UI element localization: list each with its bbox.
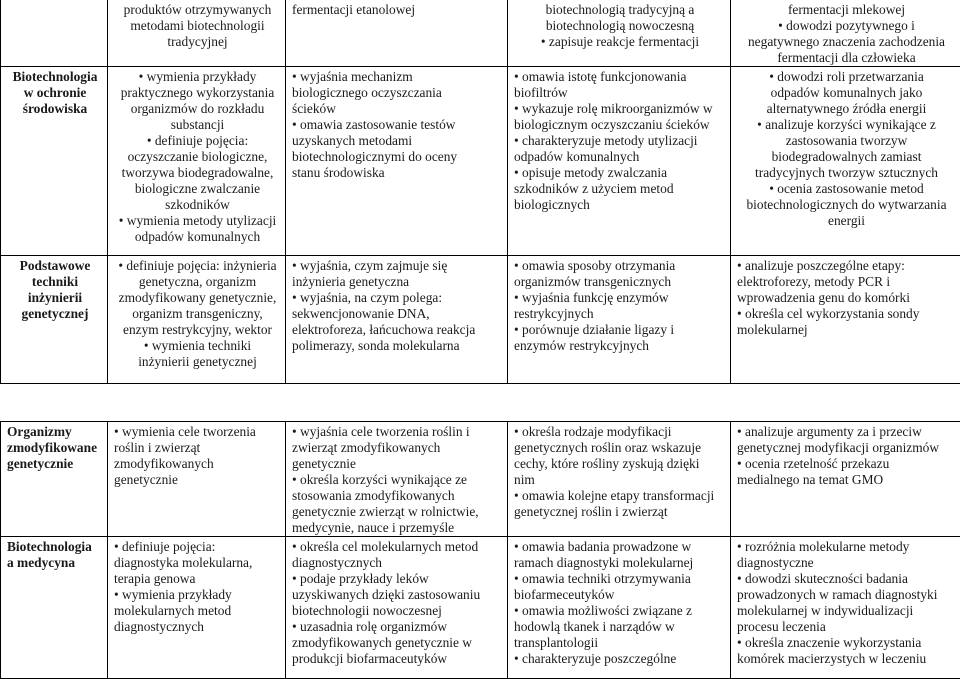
level-cell-dopelniajacy [508,256,731,384]
cell-line: • analizuje korzyści wynikające z [737,117,956,133]
cell-line: • omawia sposoby otrzymania [514,258,726,274]
cell-line: • omawia badania prowadzone w [514,539,726,555]
cell-line: organizmów transgenicznych [514,274,726,290]
cell-line: substancji [114,117,281,133]
cell-line: diagnostycznych [114,619,281,635]
topic-cell [1,422,108,537]
cell-line: fermentacji dla człowieka [737,50,956,66]
cell-line: • określa korzyści wynikające ze [292,472,503,488]
cell-line: medialnego na temat GMO [737,472,956,488]
cell-line: tradycyjnych tworzyw sztucznych [737,165,956,181]
table-row [1,256,960,384]
cell-line: molekularnej w indywidualizacji [737,603,956,619]
cell-line: inżynierii genetycznej [114,354,281,370]
cell-line: • charakteryzuje metody utylizacji [514,133,726,149]
level-cell-rozszerzajacy [286,256,508,384]
level-cell-rozszerzajacy [286,537,508,679]
table-row [1,537,960,679]
cell-line: restrykcyjnych [514,306,726,322]
cell-line: polimerazy, sonda molekularna [292,338,503,354]
cell-line: • dowodzi skuteczności badania [737,571,956,587]
cell-line: • charakteryzuje poszczególne [514,651,726,667]
cell-line: Organizmy [7,424,103,440]
cell-line: • omawia istotę funkcjonowania [514,69,726,85]
cell-line: • określa znaczenie wykorzystania [737,635,956,651]
cell-line: enzymów restrykcyjnych [514,338,726,354]
cell-line: biologicznym oczyszczaniu ścieków [514,117,726,133]
level-cell-wykraczajacy [731,256,960,384]
cell-line: wprowadzenia genu do komórki [737,290,956,306]
cell-line: energii [737,213,956,229]
cell-line: terapia genowa [114,571,281,587]
cell-line: Podstawowe [7,258,103,274]
level-cell-dopelniajacy [508,422,731,537]
level-cell-dopelniajacy [508,0,731,67]
cell-line: diagnostycznych [292,555,503,571]
cell-line: środowiska [7,101,103,117]
cell-line: molekularnych metod [114,603,281,619]
table-row [1,422,960,537]
cell-line: uzyskiwanych dzięki zastosowaniu [292,587,503,603]
cell-line: uzyskanych metodami [292,133,503,149]
cell-line: diagnostyczne [737,555,956,571]
cell-line: elektroforeza, łańcuchowa reakcja [292,322,503,338]
cell-line: alternatywnego źródła energii [737,101,956,117]
cell-line: • wymienia cele tworzenia [114,424,281,440]
cell-line: • określa cel molekularnych metod [292,539,503,555]
cell-line: cechy, które rośliny zyskują dzięki [514,456,726,472]
level-cell-rozszerzajacy [286,422,508,537]
cell-line: inżynieria genetyczna [292,274,503,290]
cell-line: • rozróżnia molekularne metody [737,539,956,555]
topic-cell [1,67,108,256]
cell-line: fermentacji mlekowej [737,2,956,18]
cell-line: zastosowania tworzyw [737,133,956,149]
cell-line: odpadów komunalnych [114,229,281,245]
cell-line: • omawia możliwości związane z [514,603,726,619]
cell-line: praktycznego wykorzystania [114,85,281,101]
cell-line: • definiuje pojęcia: [114,539,281,555]
cell-line: ramach diagnostyki molekularnej [514,555,726,571]
cell-line: roślin i zwierząt [114,440,281,456]
cell-line: biofiltrów [514,85,726,101]
cell-line: • definiuje pojęcia: inżynieria [114,258,281,274]
cell-line: Biotechnologia [7,69,103,85]
cell-line: • wyjaśnia cele tworzenia roślin i [292,424,503,440]
cell-line: genetycznej roślin i zwierząt [514,504,726,520]
cell-line: • wykazuje rolę mikroorganizmów w [514,101,726,117]
cell-line: biotechnologii nowoczesnej [292,603,503,619]
cell-line: diagnostyka molekularna, [114,555,281,571]
cell-line: • ocenia rzetelność przekazu [737,456,956,472]
level-cell-wykraczajacy [731,422,960,537]
cell-line: Biotechnologia [7,539,103,555]
level-cell-wykraczajacy [731,537,960,679]
level-cell-podstawowy [108,256,286,384]
cell-line: genetycznie zwierząt w rolnictwie, [292,504,503,520]
cell-line: hodowlą tkanek i narządów w [514,619,726,635]
cell-line: • zapisuje reakcje fermentacji [514,34,726,50]
cell-line: • wyjaśnia, czym zajmuje się [292,258,503,274]
cell-line: biodegradowalnych zamiast [737,149,956,165]
table-row [1,0,960,67]
cell-line: biotechnologią tradycyjną a [514,2,726,18]
cell-line: • wymienia przykłady [114,587,281,603]
cell-line: odpadów komunalnych [514,149,726,165]
cell-line: • omawia zastosowanie testów [292,117,503,133]
cell-line: szkodników [114,197,281,213]
cell-line: • omawia techniki otrzymywania [514,571,726,587]
cell-line: zmodyfikowanych genetycznie w [292,635,503,651]
cell-line: molekularnej [737,322,956,338]
cell-line: genetycznie [7,456,103,472]
cell-line: genetycznie [292,456,503,472]
level-cell-rozszerzajacy [286,0,508,67]
cell-line: • określa rodzaje modyfikacji [514,424,726,440]
cell-line: • określa cel wykorzystania sondy [737,306,956,322]
cell-line: techniki [7,274,103,290]
cell-line: • dowodzi roli przetwarzania [737,69,956,85]
cell-line: biofarmeceutyków [514,587,726,603]
cell-line: enzym restrykcyjny, wektor [114,322,281,338]
cell-line: organizmów do rozkładu [114,101,281,117]
cell-line: inżynierii [7,290,103,306]
cell-line: fermentacji etanolowej [292,2,503,18]
cell-line: odpadów komunalnych jako [737,85,956,101]
cell-line: genetyczna, organizm [114,274,281,290]
cell-line: genetycznej [7,306,103,322]
topic-cell [1,256,108,384]
level-cell-dopelniajacy [508,67,731,256]
cell-line: biologicznych [514,197,726,213]
cell-line: • analizuje poszczególne etapy: [737,258,956,274]
cell-line: genetycznie [114,472,281,488]
topic-cell [1,0,108,67]
cell-line: • uzasadnia rolę organizmów [292,619,503,635]
cell-line: • porównuje działanie ligazy i [514,322,726,338]
cell-line: • omawia kolejne etapy transformacji [514,488,726,504]
cell-line: biotechnologicznych do wytwarzania [737,197,956,213]
cell-line: w ochronie [7,85,103,101]
cell-line: prowadzonych w ramach diagnostyki [737,587,956,603]
level-cell-podstawowy [108,537,286,679]
cell-line: biotechnologicznymi do oceny [292,149,503,165]
curriculum-table-lower [0,421,960,679]
table-row [1,67,960,256]
cell-line: genetycznych roślin oraz wskazuje [514,440,726,456]
cell-line: • wyjaśnia funkcję enzymów [514,290,726,306]
cell-line: szkodników z użyciem metod [514,181,726,197]
cell-line: stanu środowiska [292,165,503,181]
level-cell-wykraczajacy [731,0,960,67]
cell-line: a medycyna [7,555,103,571]
cell-line: genetycznej modyfikacji organizmów [737,440,956,456]
level-cell-podstawowy [108,422,286,537]
cell-line: • wyjaśnia mechanizm [292,69,503,85]
topic-cell [1,537,108,679]
level-cell-wykraczajacy [731,67,960,256]
cell-line: komórek macierzystych w leczeniu [737,651,956,667]
cell-line: tradycyjnej [114,34,281,50]
cell-line: sekwencjonowanie DNA, [292,306,503,322]
cell-line: nim [514,472,726,488]
cell-line: negatywnego znaczenia zachodzenia [737,34,956,50]
level-cell-rozszerzajacy [286,67,508,256]
cell-line: • opisuje metody zwalczania [514,165,726,181]
cell-line: • ocenia zastosowanie metod [737,181,956,197]
cell-line: • wyjaśnia, na czym polega: [292,290,503,306]
level-cell-dopelniajacy [508,537,731,679]
cell-line: • analizuje argumenty za i przeciw [737,424,956,440]
cell-line: metodami biotechnologii [114,18,281,34]
cell-line: biologicznego oczyszczania [292,85,503,101]
cell-line: • wymienia techniki [114,338,281,354]
cell-line: zmodyfikowany genetycznie, [114,290,281,306]
level-cell-podstawowy [108,67,286,256]
cell-line: elektroforezy, metody PCR i [737,274,956,290]
cell-line: oczyszczanie biologiczne, [114,149,281,165]
cell-line: • dowodzi pozytywnego i [737,18,956,34]
level-cell-podstawowy [108,0,286,67]
cell-line: zwierząt zmodyfikowanych [292,440,503,456]
cell-line: • wymienia przykłady [114,69,281,85]
cell-line: produkcji biofarmaceutyków [292,651,503,667]
cell-line: procesu leczenia [737,619,956,635]
cell-line: stosowania zmodyfikowanych [292,488,503,504]
cell-line: biologiczne zwalczanie [114,181,281,197]
cell-line: biotechnologią nowoczesną [514,18,726,34]
cell-line: tworzywa biodegradowalne, [114,165,281,181]
cell-line: ścieków [292,101,503,117]
cell-line: zmodyfikowanych [114,456,281,472]
cell-line: organizm transgeniczny, [114,306,281,322]
cell-line: • podaje przykłady leków [292,571,503,587]
cell-line: transplantologii [514,635,726,651]
cell-line: zmodyfikowane [7,440,103,456]
cell-line: medycynie, nauce i przemyśle [292,520,503,536]
cell-line: • definiuje pojęcia: [114,133,281,149]
cell-line: • wymienia metody utylizacji [114,213,281,229]
cell-line: produktów otrzymywanych [114,2,281,18]
